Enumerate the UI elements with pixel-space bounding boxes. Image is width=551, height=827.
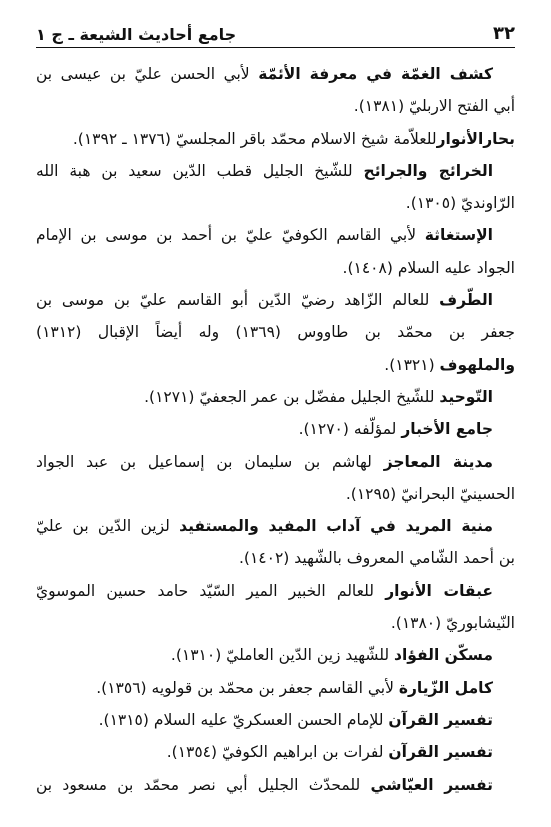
page-number: ٣٢ [493,23,515,44]
line-text: بن أحمد الشّامي المعروف بالشّهيد (١٤٠٢). [239,549,515,568]
line-text: (١٣٢١). [384,355,440,374]
text-line [36,284,515,316]
text-line [36,704,515,736]
book-title: الخرائج والجرائح [363,161,494,180]
line-text: الحسينيّ البحرانيّ (١٢٩٥). [345,484,515,503]
line-text: لأبي القاسم جعفر بن محمّد بن قولويه (١٣٥٦). [96,678,399,697]
book-title: مسكّن الفؤاد [393,646,493,665]
book-title: تفسير القرآن [388,743,493,762]
text-line [36,510,515,542]
line-text: للشّهيد زين الدّين العامليّ (١٣١٠). [170,646,394,665]
book-title: بحارالأنوار [436,129,515,148]
text-line [36,769,515,801]
text-line [36,349,515,381]
book-title: منية المريد في آداب المفيد والمستفيد [179,517,493,536]
line-text: للعالم الزّاهد رضيّ الدّين أبو القاسم عليّ بن موسى بن [36,291,440,310]
page-body [36,58,515,801]
line-text: لأبي الحسن عليّ بن عيسى بن [36,65,259,83]
book-title: والملهوف [439,355,515,374]
line-text: للشّيخ الجليل مفضّل بن عمر الجعفيّ (١٢٧١). [144,387,440,406]
book-title: تفسير العيّاشي [370,775,493,794]
text-line [36,639,515,671]
line-text: أبي الفتح الاربليّ (١٣٨١). [353,97,515,116]
book-title: عبقات الأنوار [385,581,493,600]
line-text: لأبي القاسم الكوفيّ عليّ بن أحمد بن موسى بن الإمام [36,226,425,245]
line-text: للمحدّث الجليل أبي نصر محمّد بن مسعود بن [36,775,371,794]
line-text: لهاشم بن سليمان بن إسماعيل بن عبد الجواد [36,452,384,471]
line-text: جعفر بن محمّد بن طاووس (١٣٦٩) وله أيضاً الإقبال (١٣١٢) [36,323,515,342]
text-line [36,155,515,187]
book-title: التّوحيد [439,387,493,406]
text-line [36,736,515,768]
text-line [36,219,515,251]
book-title: الطّرف [439,291,493,310]
book-title: كامل الزّيارة [398,678,493,697]
text-line [36,446,515,478]
header-rule [36,47,515,48]
text-line [36,187,515,219]
line-text: للعلاّمة شيخ الاسلام محمّد باقر المجلسيّ (١٣٧٦ ـ ١٣٩٢). [72,129,437,148]
text-line [36,607,515,639]
line-text: للشّيخ الجليل قطب الدّين سعيد بن هبة الله [36,161,364,180]
text-line [36,478,515,510]
text-line [36,123,515,155]
text-line [36,413,515,445]
text-line [36,252,515,284]
book-title: كشف الغمّة في معرفة الأئمّة [258,65,493,83]
text-line [36,316,515,348]
book-title: الإستغاثة [424,226,493,245]
book-title: مدينة المعاجز [383,452,493,471]
running-title: جامع أحاديث الشيعة ـ ج ١ [36,25,237,44]
text-line [36,58,515,90]
book-title: جامع الأخبار [401,420,493,439]
book-title: تفسير القرآن [388,710,493,729]
text-line [36,542,515,574]
text-line [36,672,515,704]
line-text: لزين الدّين بن عليّ [36,517,180,536]
line-text: لفرات بن ابراهيم الكوفيّ (١٣٥٤). [166,743,389,762]
text-line [36,90,515,122]
line-text: للعالم الخبير المير السّيّد حامد حسين الموسويّ [36,581,386,600]
line-text: النّيشابوريّ (١٣٨٠). [390,614,515,633]
line-text: لمؤلّفه (١٢٧٠). [298,420,402,439]
text-line [36,381,515,413]
line-text: الجواد عليه السلام (١٤٠٨). [342,258,515,277]
text-line [36,575,515,607]
line-text: الرّاونديّ (١٣٠٥). [405,194,515,213]
line-text: للإمام الحسن العسكريّ عليه السلام (١٣١٥). [98,710,389,729]
page-header [36,14,515,44]
